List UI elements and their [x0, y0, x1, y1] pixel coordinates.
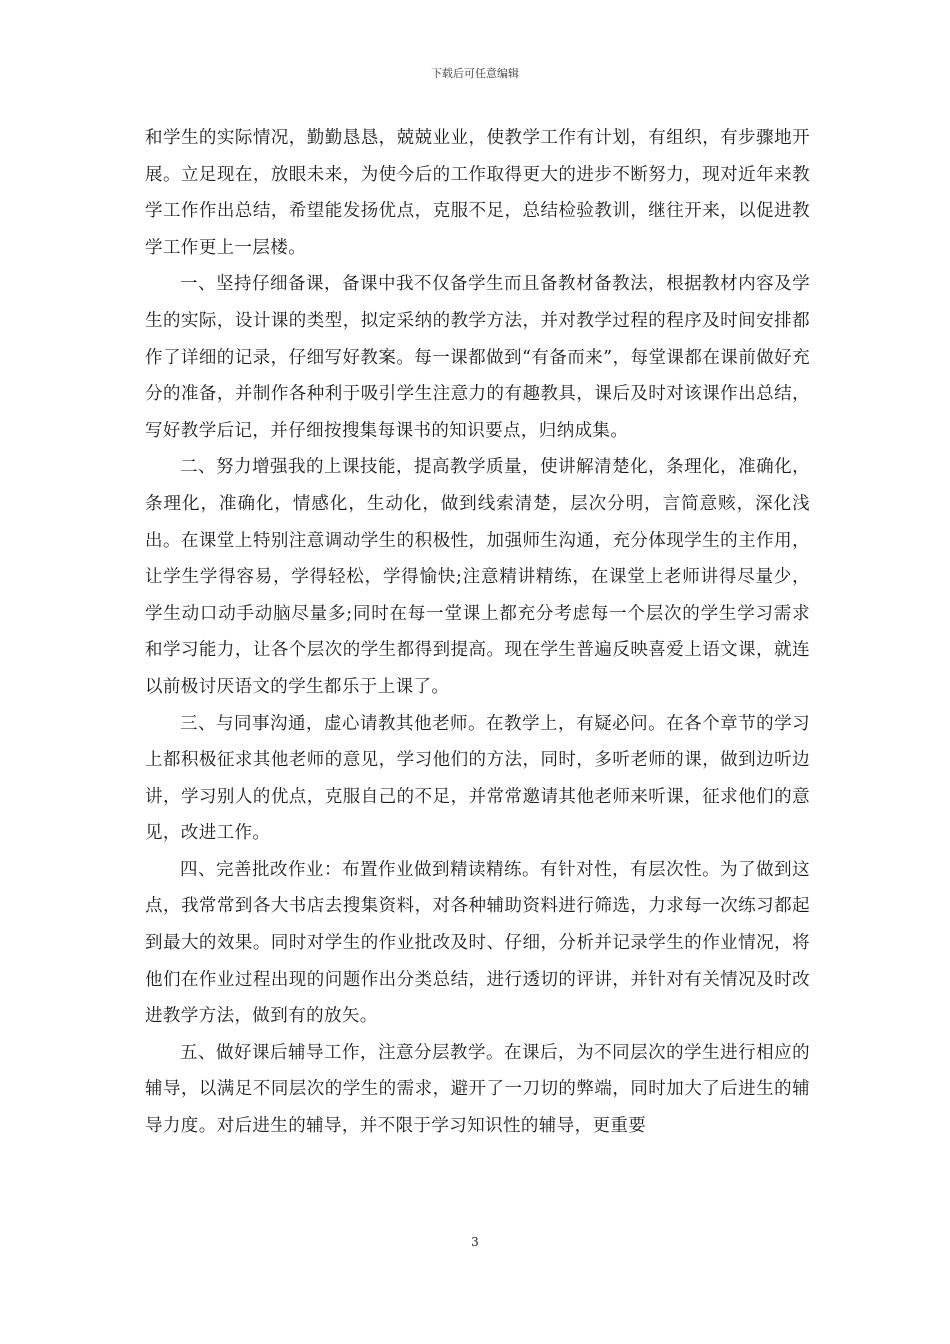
page-header: 下载后可任意编辑: [431, 67, 519, 80]
paragraph-section-4: 四、完善批改作业：布置作业做到精读精练。有针对性，有层次性。为了做到这点，我常常到各大书店去搜集资料，对各种辅助资料进行筛选，力求每一次练习都起到最大的效果。同时对学生的作业批改及时、仔细，分析并记录学生的作业情况，将他们在作业过程出现的问题作出分类总结，进行透切的评讲，并针对有关情况及时改进教学方法，做到有的放矢。: [145, 859, 810, 1027]
paragraph-section-1: 一、坚持仔细备课，备课中我不仅备学生而且备教材备教法，根据教材内容及学生的实际，设计课的类型，拟定采纳的教学方法，并对教学过程的程序及时间安排都作了详细的记录，仔细写好教案。每一课都做到“有备而来”，每堂课都在课前做好充分的准备，并制作各种利于吸引学生注意力的有趣教具，课后及时对该课作出总结，写好教学后记，并仔细按搜集每课书的知识要点，归纳成集。: [145, 274, 810, 441]
document-body: [145, 120, 810, 1145]
paragraph-section-3: 三、与同事沟通，虚心请教其他老师。在教学上，有疑必问。在各个章节的学习上都积极征求其他老师的意见，学习他们的方法，同时，多听老师的课，做到边听边讲，学习别人的优点，克服自己的不足，并常常邀请其他老师来听课，征求他们的意见，改进工作。: [145, 713, 810, 844]
page-number: 3: [471, 1235, 479, 1249]
paragraph-section-2: 二、努力增强我的上课技能，提高教学质量，使讲解清楚化，条理化，准确化，条理化，准确化，情感化，生动化，做到线索清楚，层次分明，言简意赅，深化浅出。在课堂上特别注意调动学生的积极性，加强师生沟通，充分体现学生的主作用，让学生学得容易，学得轻松，学得愉快;注意精讲精练，在课堂上老师讲得尽量少，学生动口动手动脑尽量多;同时在每一堂课上都充分考虑每一个层次的学生学习需求和学习能力，让各个层次的学生都得到提高。现在学生普遍反映喜爱上语文课，就连以前极讨厌语文的学生都乐于上课了。: [145, 457, 810, 697]
paragraph-intro-continuation: 和学生的实际情况，勤勤恳恳，兢兢业业，使教学工作有计划，有组织，有步骤地开展。立足现在，放眼未来，为使今后的工作取得更大的进步不断努力，现对近年来教学工作作出总结，希望能发扬优点，克服不足，总结检验教训，继往开来，以促进教学工作更上一层楼。: [145, 128, 810, 258]
paragraph-section-5: 五、做好课后辅导工作，注意分层教学。在课后，为不同层次的学生进行相应的辅导，以满足不同层次的学生的需求，避开了一刀切的弊端，同时加大了后进生的辅导力度。对后进生的辅导，并不限于学习知识性的辅导，更重要: [145, 1042, 810, 1137]
